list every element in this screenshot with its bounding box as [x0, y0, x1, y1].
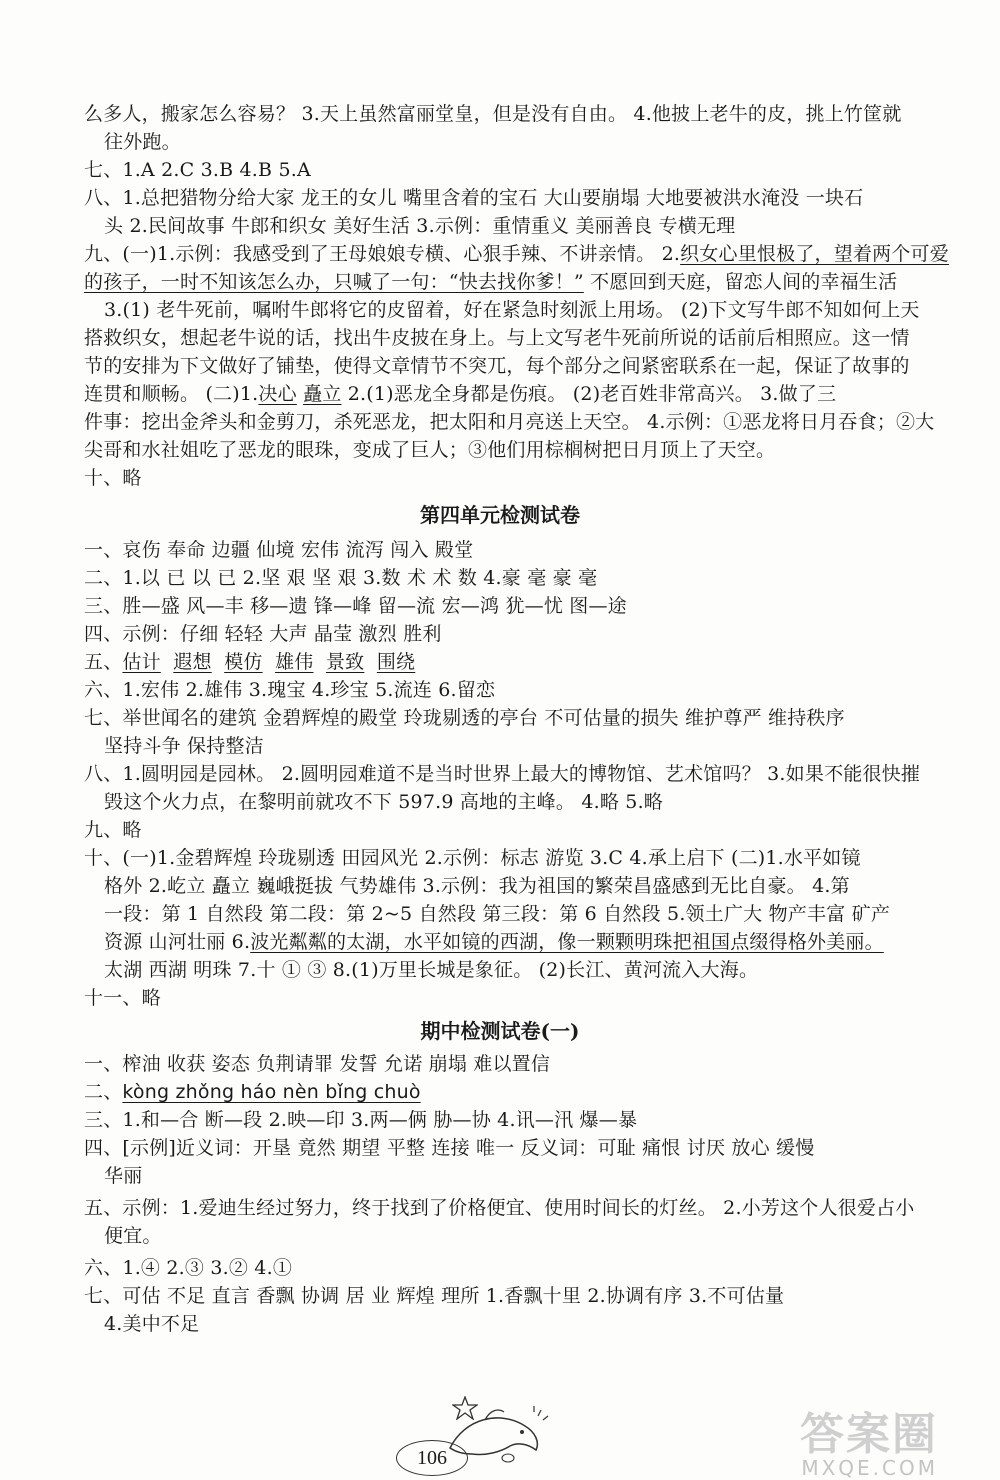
text-line: 六、1.宏伟 2.雄伟 3.瑰宝 4.珍宝 5.流连 6.留恋: [84, 679, 496, 701]
text-line: 搭救织女，想起老牛说的话，找出牛皮披在身上。与上文写老牛死前所说的话前后相照应。这一情: [84, 327, 910, 349]
text-segment: 资源 山河壮丽 6.: [104, 931, 251, 953]
text-line: 3.(1) 老牛死前，嘱咐牛郎将它的皮留着，好在紧急时刻派上用场。 (2)下文写牛郎不知如何上天: [104, 299, 920, 321]
text-line: 五、示例：1.爱迪生经过努力，终于找到了价格便宜、使用时间长的灯丝。 2.小芳这个人很爱占小: [84, 1197, 915, 1219]
text-line: 坚持斗争 保持整洁: [104, 735, 264, 757]
underlined-answer: 织女心里恨极了，望着两个可爱: [680, 243, 949, 265]
text-line: 头 2.民间故事 牛郎和织女 美好生活 3.示例：重情重义 美丽善良 专横无理: [104, 215, 736, 237]
text-line: 件事：挖出金斧头和金剪刀，杀死恶龙，把太阳和月亮送上天空。 4.示例：①恶龙将日月吞食；②大: [84, 411, 935, 433]
text-line: 三、1.和—合 断—段 2.映—印 3.两—俩 胁—协 4.讯—汛 爆—暴: [84, 1109, 638, 1131]
text-line: 九、略: [84, 819, 142, 841]
underlined-answer: 波光粼粼的太湖，水平如镜的西湖，像一颗颗明珠把祖国点缀得格外美丽。: [250, 931, 884, 953]
watermark-url: MXQE.COM: [801, 1456, 938, 1480]
text-line: 十一、略: [84, 987, 161, 1009]
text-line: 华丽: [104, 1165, 143, 1187]
text-line: 格外 2.屹立 矗立 巍峨挺拔 气势雄伟 3.示例：我为祖国的繁荣昌盛感到无比自豪。 4.第: [104, 875, 850, 897]
text-segment: 2.(1)恶龙全身都是伤痕。 (2)老百姓非常高兴。 3.做了三: [341, 383, 837, 405]
underlined-answer: 围绕: [376, 651, 416, 673]
text-line: 十、略: [84, 467, 142, 489]
underlined-answer: 景致: [325, 651, 365, 673]
text-segment: 九、(一)1.示例：我感受到了王母娘娘专横、心狠手辣、不讲亲情。 2.: [84, 243, 681, 265]
text-line: 太湖 西湖 明珠 7.十 ① ③ 8.(1)万里长城是象征。 (2)长江、黄河流入大海。: [104, 959, 759, 981]
text-line: 四、[示例]近义词：开垦 竟然 期望 平整 连接 唯一 反义词：可耻 痛恨 讨厌 放心 缓慢: [84, 1137, 815, 1159]
underlined-answer: 决心: [258, 383, 297, 405]
text-line: 便宜。: [104, 1225, 162, 1247]
text-segment: 五、: [84, 651, 123, 673]
text-line: [84, 242, 964, 266]
text-line: 三、胜—盛 风—丰 移—遗 锋—峰 留—流 宏—鸿 犹—忧 图—途: [84, 595, 627, 617]
text-line: 往外跑。: [104, 131, 181, 153]
text-line: [84, 650, 964, 674]
underlined-answer: 矗立: [303, 383, 342, 405]
underlined-answer: 模仿: [224, 651, 263, 673]
text-line: [104, 930, 984, 954]
text-line: 七、可估 不足 直言 香飘 协调 居 业 辉煌 理所 1.香飘十里 2.协调有序 3.不可估量: [84, 1285, 785, 1307]
page-number: 106: [396, 1440, 468, 1476]
text-segment: 不愿回到天庭，留恋人间的幸福生活: [583, 271, 898, 293]
text-line: [84, 382, 964, 406]
text-line: 一、榨油 收获 姿态 负荆请罪 发誓 允诺 崩塌 难以置信: [84, 1053, 551, 1075]
text-segment: 连贯和顺畅。 (二)1.: [84, 383, 259, 405]
underlined-answer: 遐想: [173, 651, 212, 673]
section-title: 期中检测试卷(一): [420, 1019, 580, 1043]
text-line: 尖哥和水社姐吃了恶龙的眼珠，变成了巨人；③他们用棕榈树把日月顶上了天空。: [84, 439, 776, 461]
text-line: 节的安排为下文做好了铺垫，使得文章情节不突兀，每个部分之间紧密联系在一起，保证了故事的: [84, 355, 910, 377]
text-line: 七、举世闻名的建筑 金碧辉煌的殿堂 玲珑剔透的亭台 不可估量的损失 维护尊严 维持秩序: [84, 707, 845, 729]
text-line: 二、1.以 已 以 已 2.坚 艰 坚 艰 3.数 术 术 数 4.豪 毫 豪 毫: [84, 567, 598, 589]
text-line: 四、示例：仔细 轻轻 大声 晶莹 激烈 胜利: [84, 623, 442, 645]
text-line: 么多人，搬家怎么容易？ 3.天上虽然富丽堂皇，但是没有自由。 4.他披上老牛的皮，挑上竹筐就: [84, 103, 902, 125]
underlined-answer: 估计: [122, 651, 161, 673]
text-line: 4.美中不足: [104, 1313, 200, 1335]
underlined-answer: 雄伟: [275, 651, 314, 673]
text-line: [84, 1080, 964, 1104]
text-line: [84, 270, 964, 294]
text-line: 七、1.A 2.C 3.B 4.B 5.A: [84, 159, 311, 181]
text-segment: 二、: [84, 1081, 123, 1103]
text-line: 一、哀伤 奉命 边疆 仙境 宏伟 流泻 闯入 殿堂: [84, 539, 474, 561]
text-line: 十、(一)1.金碧辉煌 玲珑剔透 田园风光 2.示例：标志 游览 3.C 4.承上启下 (二)1.水平如镜: [84, 847, 861, 869]
text-line: 八、1.圆明园是园林。 2.圆明园难道不是当时世界上最大的博物馆、艺术馆吗？ 3.如果不能很快摧: [84, 763, 921, 785]
text-line: 毁这个火力点，在黎明前就攻不下 597.9 高地的主峰。 4.略 5.略: [104, 791, 664, 813]
watermark-text: 答案圈: [800, 1409, 938, 1460]
underlined-answer: 的孩子，一时不知该怎么办，只喊了一句：“快去找你爹！”: [84, 271, 584, 293]
pinyin-answers: kòng zhǒng háo nèn bǐng chuò: [122, 1081, 421, 1103]
text-line: 六、1.④ 2.③ 3.② 4.①: [84, 1257, 293, 1279]
text-line: 八、1.总把猎物分给大家 龙王的女儿 嘴里含着的宝石 大山要崩塌 大地要被洪水淹没 一块石: [84, 187, 864, 209]
text-line: 一段：第 1 自然段 第二段：第 2~5 自然段 第三段：第 6 自然段 5.领土广大 物产丰富 矿产: [104, 903, 891, 925]
watermark-logo: [800, 1409, 938, 1480]
section-title: 第四单元检测试卷: [420, 503, 580, 527]
